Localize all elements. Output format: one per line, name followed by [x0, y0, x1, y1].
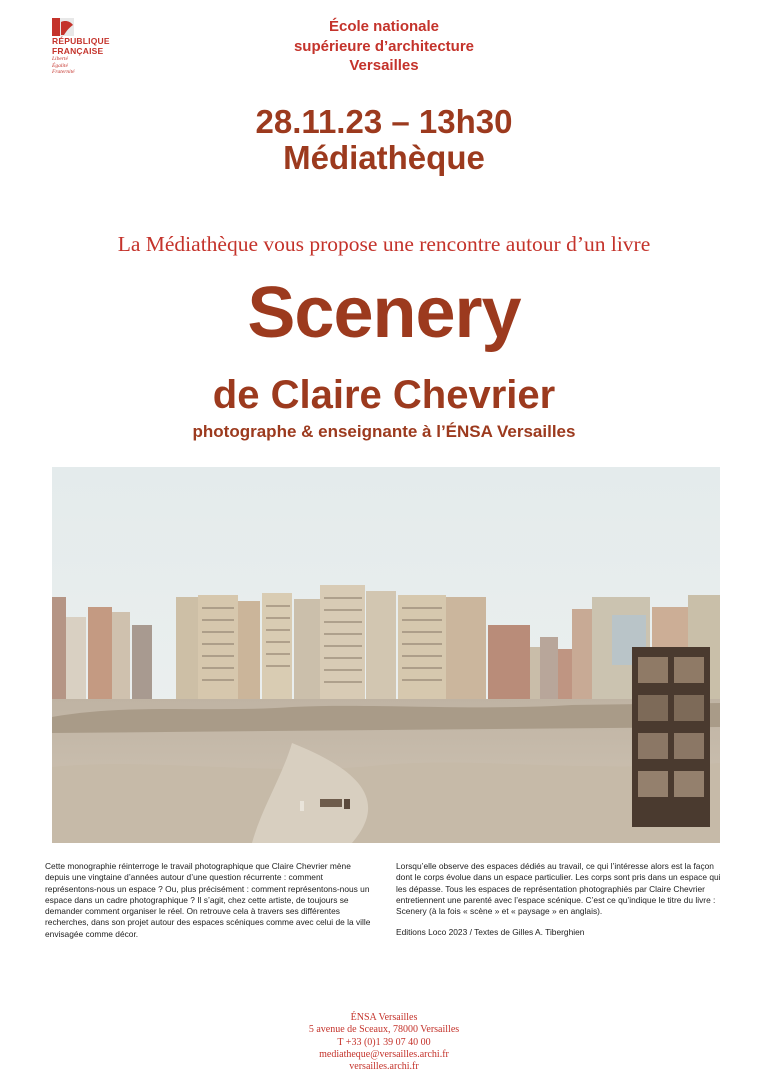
author-role: photographe & enseignante à l’ÉNSA Versailles	[192, 422, 576, 441]
event-header	[0, 104, 768, 176]
contact-footer	[0, 1012, 768, 1073]
book-author: de Claire Chevrier	[212, 373, 556, 417]
footer-address: 5 avenue de Sceaux, 78000 Versailles	[308, 1024, 460, 1036]
footer-name: ÉNSA Versailles	[350, 1012, 418, 1023]
logo-francaise: FRANÇAISE	[52, 46, 104, 56]
event-place: Médiathèque	[283, 139, 485, 176]
description-right-text: Lorsqu’elle observe des espaces dédiés au travail, ce qui l’intéresse alors est la façon dont le corps évolue dans un espace particulier. Les corps sont pris dans un espace qui les dépasse. Tous les espaces de représentation photographiés par Claire Chevrier entretiennent une parenté avec l’espace scénique. C’est ce qu’indique le titre du livre : Scenery (à la fois « scène » et « paysage » en anglais).	[396, 861, 721, 917]
school-line-2: supérieure d’architecture	[293, 37, 475, 55]
logo-republique: RÉPUBLIQUE	[52, 36, 110, 46]
school-line-1: École nationale	[328, 18, 440, 35]
logo-motto-1: Liberté	[52, 56, 68, 62]
logo-motto-3: Fraternité	[52, 69, 75, 75]
book-title: Scenery	[247, 273, 521, 353]
event-intro: La Médiathèque vous propose une rencontre autour d’un livre	[117, 232, 651, 256]
school-line-3: Versailles	[349, 57, 419, 74]
footer-phone: T +33 (0)1 39 07 40 00	[337, 1036, 431, 1048]
book-credits: Editions Loco 2023 / Textes de Gilles A. Tiberghien	[396, 927, 585, 938]
cover-photograph	[52, 467, 720, 843]
footer-email[interactable]: mediatheque@versailles.archi.fr	[319, 1048, 449, 1060]
event-datetime: 28.11.23 – 13h30	[255, 103, 513, 140]
unfinished-building	[632, 647, 710, 827]
school-name	[0, 17, 768, 76]
footer-website[interactable]: versailles.archi.fr	[349, 1061, 419, 1073]
description-left: Cette monographie réinterroge le travail photographique que Claire Chevrier mène depuis une vingtaine d’années autour d’une question récurrente : comment représentons-nous un espace ? Ou, plus précisément : comment représentons-nous un espace dans un cadre photographique ? Il s’agit, chez cette artiste, de toujours se demander comment organiser le réel. On retrouve cela à travers ses différentes recherches, dans son projet autour des espaces scéniques comme avec celui de la ville envisagée comme décor.	[45, 861, 371, 939]
logo-motto-2: Égalité	[52, 62, 68, 69]
description-right	[396, 861, 724, 939]
